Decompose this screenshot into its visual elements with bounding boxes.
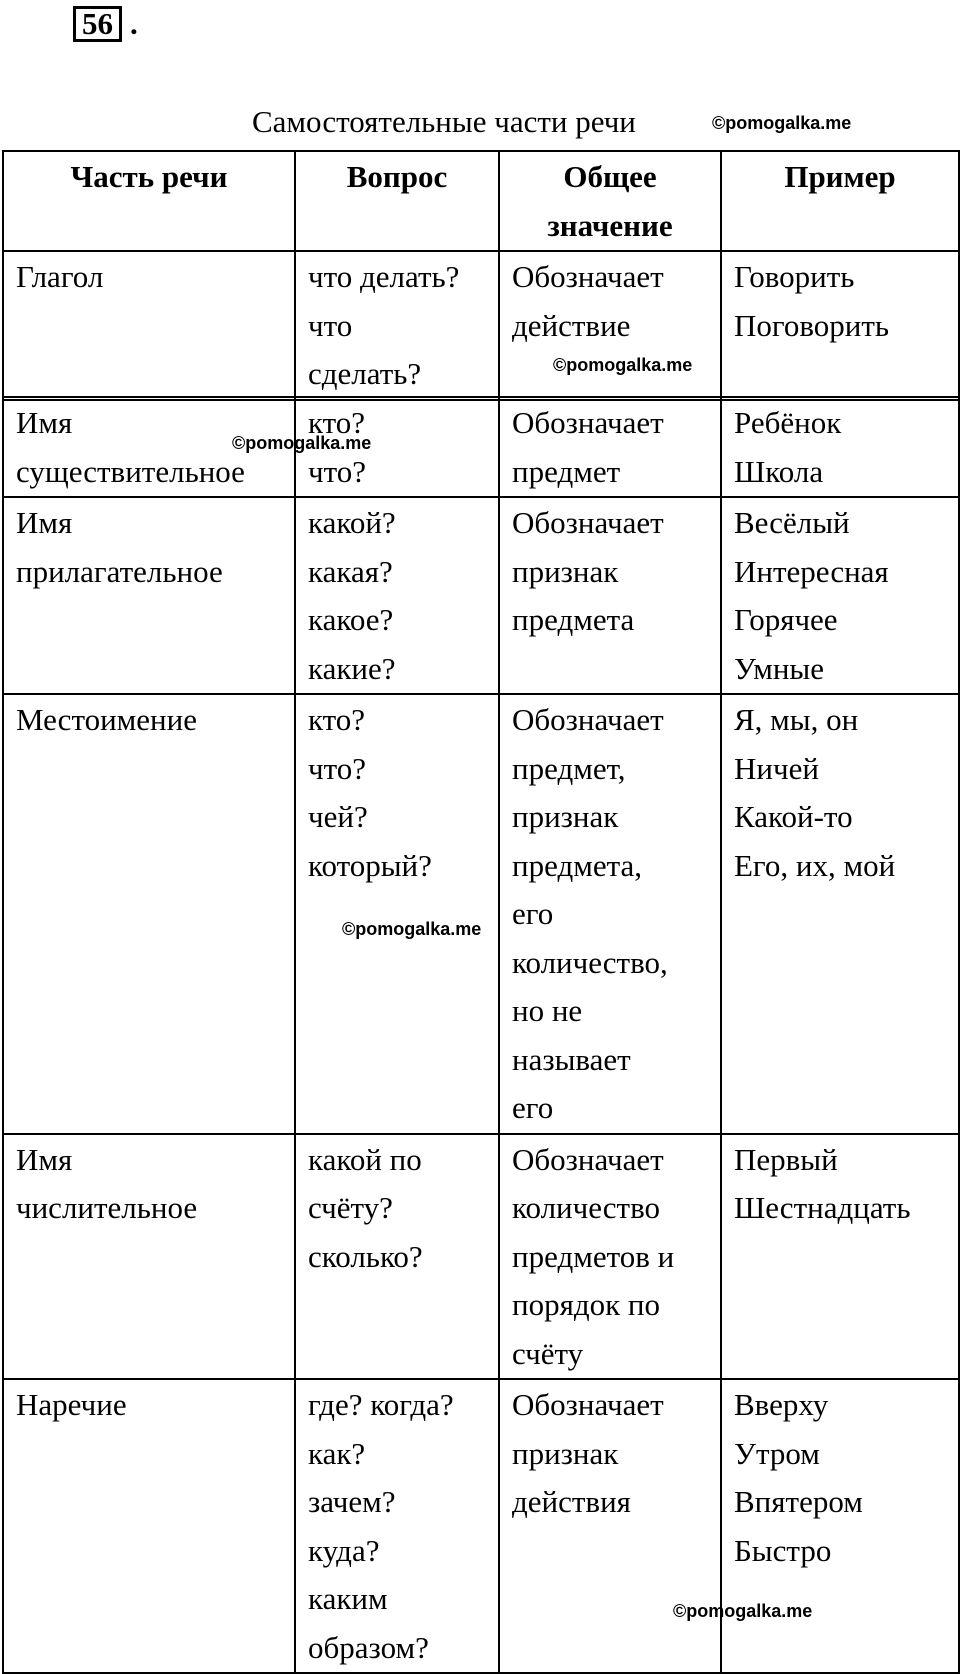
table-row <box>3 397 959 497</box>
cell-line: сколько? <box>308 1238 423 1274</box>
cell-line: Обозначает <box>512 405 664 440</box>
cell-line: Его, их, мой <box>734 847 896 883</box>
cell-line: какой по <box>308 1141 422 1177</box>
cell-line: образом? <box>308 1629 429 1665</box>
cell-line: Обозначает <box>512 505 664 540</box>
header-cell <box>721 151 959 251</box>
cell-line: Глагол <box>16 259 104 294</box>
meaning-cell <box>499 1379 721 1673</box>
part-of-speech-cell <box>3 497 295 694</box>
cell-line: что? <box>308 750 366 786</box>
example-cell <box>721 1134 959 1380</box>
exercise-number: 56 <box>82 6 113 41</box>
cell-line: порядок по <box>512 1287 661 1322</box>
watermark: ©pomogalka.me <box>673 1601 813 1621</box>
cell-line: но не <box>512 993 583 1028</box>
question-cell <box>295 497 499 694</box>
header-line: Пример <box>784 159 896 194</box>
cell-line: что делать? <box>308 259 460 294</box>
table-row <box>3 1379 959 1673</box>
header-line: значение <box>547 207 673 243</box>
cell-line: Какой-то <box>734 799 853 834</box>
header-line: Часть речи <box>70 159 228 194</box>
table-header-row <box>3 151 959 251</box>
cell-line: какой? <box>308 505 396 540</box>
cell-line: предмета <box>512 602 635 637</box>
cell-line: признак <box>512 799 619 834</box>
cell-line: предмета, <box>512 847 643 883</box>
cell-line: числительное <box>16 1190 198 1225</box>
cell-line: количество <box>512 1190 660 1225</box>
header-cell <box>499 151 721 251</box>
cell-line: Обозначает <box>512 1387 664 1422</box>
example-cell <box>721 251 959 400</box>
cell-line: Ничей <box>734 750 819 786</box>
header-line: Общее <box>563 159 657 194</box>
question-cell <box>295 1134 499 1380</box>
meaning-cell <box>499 251 721 400</box>
cell-line: Весёлый <box>734 505 850 540</box>
meaning-cell <box>499 1134 721 1380</box>
cell-line: предмет <box>512 453 621 489</box>
part-of-speech-cell <box>3 694 295 1134</box>
cell-line: куда? <box>308 1532 380 1568</box>
watermark: ©pomogalka.me <box>342 919 482 939</box>
meaning-cell <box>499 497 721 694</box>
cell-line: который? <box>308 847 432 883</box>
cell-line: как? <box>308 1435 366 1471</box>
cell-line: признак <box>512 553 619 589</box>
cell-line: его <box>512 896 554 931</box>
cell-line: что <box>308 307 353 343</box>
watermark: ©pomogalka.me <box>232 433 372 453</box>
exercise-number-box <box>73 6 122 42</box>
cell-line: счёту? <box>308 1190 393 1225</box>
cell-line: какое? <box>308 602 394 637</box>
cell-line: Местоимение <box>16 702 197 737</box>
cell-line: его <box>512 1090 554 1125</box>
cell-line: Школа <box>734 453 824 489</box>
cell-line: действия <box>512 1484 631 1519</box>
cell-line: Я, мы, он <box>734 702 859 737</box>
cell-line: существительное <box>16 453 245 489</box>
cell-line: предмет, <box>512 750 626 786</box>
cell-line: Вверху <box>734 1387 829 1422</box>
cell-line: Впятером <box>734 1484 863 1519</box>
cell-line: кто? <box>308 702 366 737</box>
cell-line: признак <box>512 1435 619 1471</box>
cell-line: что? <box>308 453 366 489</box>
cell-line: зачем? <box>308 1484 396 1519</box>
example-cell <box>721 397 959 497</box>
watermark: ©pomogalka.me <box>553 355 693 375</box>
cell-line: предметов и <box>512 1238 675 1274</box>
question-cell <box>295 1379 499 1673</box>
cell-line: Обозначает <box>512 259 664 294</box>
cell-line: называет <box>512 1041 631 1077</box>
cell-line: Утром <box>734 1435 820 1471</box>
parts-of-speech-table-bottom <box>2 396 960 1674</box>
cell-line: Ребёнок <box>734 405 842 440</box>
cell-line: прилагательное <box>16 553 223 589</box>
part-of-speech-cell <box>3 1379 295 1673</box>
cell-line: Имя <box>16 505 73 540</box>
cell-line: Шестнадцать <box>734 1190 911 1225</box>
cell-line: Имя <box>16 1141 73 1177</box>
cell-line: Обозначает <box>512 1141 664 1177</box>
part-of-speech-cell <box>3 1134 295 1380</box>
cell-line: Горячее <box>734 602 838 637</box>
cell-line: Говорить <box>734 259 855 294</box>
cell-line: Интересная <box>734 553 889 589</box>
cell-line: кто? <box>308 405 366 440</box>
example-cell <box>721 497 959 694</box>
cell-line: Поговорить <box>734 307 890 343</box>
header-line: Вопрос <box>346 159 448 194</box>
cell-line: количество, <box>512 944 668 980</box>
table-row <box>3 251 959 400</box>
meaning-cell <box>499 694 721 1134</box>
cell-line: Быстро <box>734 1532 832 1568</box>
cell-line: Обозначает <box>512 702 664 737</box>
question-cell <box>295 694 499 1134</box>
cell-line: Наречие <box>16 1387 127 1422</box>
cell-line: где? когда? <box>308 1387 454 1422</box>
cell-line: Первый <box>734 1141 838 1177</box>
table-title-text: Самостоятельные части речи <box>252 104 636 139</box>
cell-line: чей? <box>308 799 368 834</box>
meaning-cell <box>499 397 721 497</box>
cell-line: сделать? <box>308 356 422 391</box>
cell-line: Умные <box>734 650 825 686</box>
example-cell <box>721 694 959 1134</box>
cell-line: действие <box>512 307 631 343</box>
question-cell <box>295 397 499 497</box>
header-cell <box>3 151 295 251</box>
cell-line: какие? <box>308 650 396 686</box>
part-of-speech-cell <box>3 397 295 497</box>
cell-line: счёту <box>512 1335 584 1371</box>
header-cell <box>295 151 499 251</box>
cell-line: Имя <box>16 405 73 440</box>
cell-line: каким <box>308 1581 388 1616</box>
cell-line: какая? <box>308 553 393 589</box>
table-row <box>3 497 959 694</box>
exercise-number-dot: . <box>130 6 138 41</box>
table-row <box>3 1134 959 1380</box>
table-title <box>252 102 636 142</box>
table-row <box>3 694 959 1134</box>
watermark: ©pomogalka.me <box>712 113 852 133</box>
part-of-speech-cell <box>3 251 295 400</box>
question-cell <box>295 251 499 400</box>
parts-of-speech-table-top <box>2 150 960 401</box>
example-cell <box>721 1379 959 1673</box>
